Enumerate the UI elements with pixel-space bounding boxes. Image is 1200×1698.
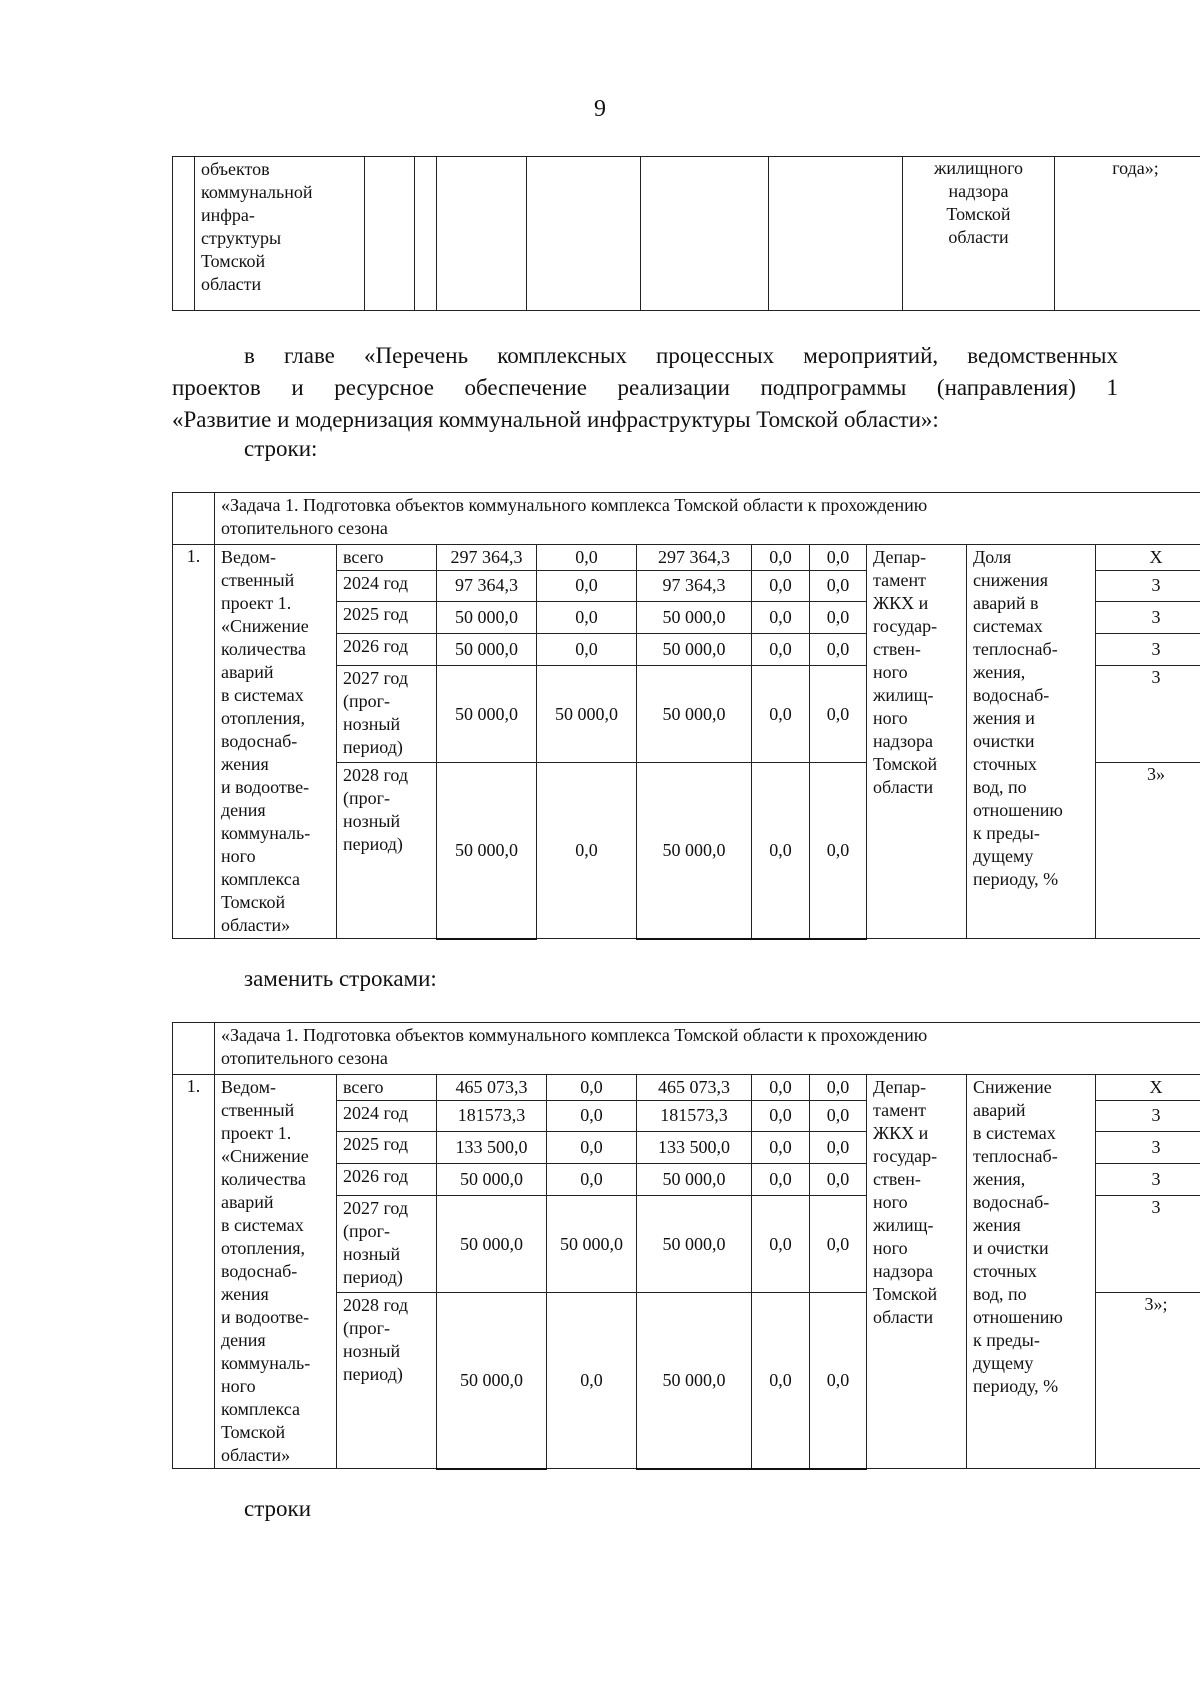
target-value: 3 [1096, 571, 1200, 601]
amount-regional: 50 000,0 [637, 666, 752, 763]
target-value: Х [1096, 1075, 1200, 1101]
amount-total: 297 364,3 [437, 545, 537, 571]
amount-total: 50 000,0 [437, 1293, 547, 1469]
responsible-executor: Депар- тамент ЖКХ и государ- ствен- ного жилищ- ного надзора Томской области [867, 1075, 967, 1469]
amount-local: 0,0 [752, 545, 810, 571]
continuation-cell [437, 157, 527, 311]
amount-other: 0,0 [810, 1101, 867, 1131]
amount-regional: 50 000,0 [637, 763, 752, 939]
amount-total: 50 000,0 [437, 666, 537, 763]
amount-federal: 50 000,0 [537, 666, 637, 763]
amount-federal: 0,0 [537, 601, 637, 633]
amount-federal: 0,0 [547, 1293, 637, 1469]
amount-federal: 0,0 [547, 1131, 637, 1163]
continuation-table [172, 156, 1200, 311]
continuation-cell-target: года»; [1055, 157, 1200, 311]
period-cell: 2028 год (прог- нозный период) [337, 763, 437, 939]
amount-other: 0,0 [810, 1075, 867, 1101]
period-cell: 2027 год (прог- нозный период) [337, 1196, 437, 1293]
amount-regional: 50 000,0 [637, 1163, 752, 1195]
period-cell: 2026 год [337, 633, 437, 665]
period-cell: 2027 год (прог- нозный период) [337, 666, 437, 763]
continuation-cell-num [173, 157, 195, 311]
amount-local: 0,0 [752, 633, 810, 665]
amount-other: 0,0 [810, 601, 867, 633]
intro-line: в главе «Перечень комплексных процессных мероприятий, ведомственных [244, 343, 1118, 368]
amount-federal: 0,0 [547, 1101, 637, 1131]
continuation-cell [415, 157, 437, 311]
amount-total: 50 000,0 [437, 601, 537, 633]
amount-federal: 0,0 [547, 1163, 637, 1195]
amount-federal: 0,0 [537, 571, 637, 601]
amount-other: 0,0 [810, 571, 867, 601]
amount-total: 181573,3 [437, 1101, 547, 1131]
amount-local: 0,0 [752, 763, 810, 939]
amount-total: 97 364,3 [437, 571, 537, 601]
amount-regional: 97 364,3 [637, 571, 752, 601]
amount-regional: 297 364,3 [637, 545, 752, 571]
amount-regional: 465 073,3 [637, 1075, 752, 1101]
row-number: 1. [173, 1075, 215, 1469]
amount-other: 0,0 [810, 1196, 867, 1293]
period-cell: 2025 год [337, 601, 437, 633]
project-name: Ведом- ственный проект 1. «Снижение количества аварий в системах отопления, водоснаб- жения и водоотве- дения коммуналь- ного комплекса Томской области» [215, 1075, 337, 1469]
amount-total: 133 500,0 [437, 1131, 547, 1163]
amount-local: 0,0 [752, 666, 810, 763]
continuation-cell [641, 157, 769, 311]
amount-regional: 181573,3 [637, 1101, 752, 1131]
project-name: Ведом- ственный проект 1. «Снижение количества аварий в системах отопления, водоснаб- жения и водоотве- дения коммуналь- ного комплекса Томской области» [215, 545, 337, 939]
table-old [172, 492, 1200, 940]
amount-regional: 50 000,0 [637, 601, 752, 633]
amount-total: 50 000,0 [437, 633, 537, 665]
task-num-cell [173, 493, 215, 545]
task-header: «Задача 1. Подготовка объектов коммунального комплекса Томской области к прохождению отопительного сезона [215, 493, 1200, 545]
period-cell: 2026 год [337, 1163, 437, 1195]
amount-federal: 0,0 [537, 545, 637, 571]
amount-federal: 50 000,0 [547, 1196, 637, 1293]
period-cell: всего [337, 545, 437, 571]
intro-line: «Развитие и модернизация коммунальной инфраструктуры Томской области»: [172, 407, 939, 432]
intro-line: проектов и ресурсное обеспечение реализации подпрограммы (направления) 1 [172, 375, 1118, 400]
target-value: 3» [1096, 763, 1200, 939]
period-cell: всего [337, 1075, 437, 1101]
target-value: 3 [1096, 666, 1200, 763]
amount-other: 0,0 [810, 666, 867, 763]
target-value: 3 [1096, 1163, 1200, 1195]
period-cell: 2024 год [337, 571, 437, 601]
target-value: 3 [1096, 1196, 1200, 1293]
indicator-name: Снижение аварий в системах теплоснаб- жения, водоснаб- жения и очистки сточных вод, по отношению к преды- дущему периоду, % [967, 1075, 1096, 1469]
amount-regional: 133 500,0 [637, 1131, 752, 1163]
amount-local: 0,0 [752, 1196, 810, 1293]
responsible-executor: Депар- тамент ЖКХ и государ- ствен- ного жилищ- ного надзора Томской области [867, 545, 967, 939]
amount-local: 0,0 [752, 1101, 810, 1131]
target-value: 3»; [1096, 1293, 1200, 1469]
amount-federal: 0,0 [547, 1075, 637, 1101]
amount-regional: 50 000,0 [637, 633, 752, 665]
amount-local: 0,0 [752, 571, 810, 601]
amount-local: 0,0 [752, 1075, 810, 1101]
amount-total: 50 000,0 [437, 1163, 547, 1195]
task-header: «Задача 1. Подготовка объектов коммунального комплекса Томской области к прохождению отопительного сезона [215, 1023, 1200, 1075]
amount-other: 0,0 [810, 1293, 867, 1469]
amount-other: 0,0 [810, 545, 867, 571]
period-cell: 2024 год [337, 1101, 437, 1131]
continuation-cell [769, 157, 903, 311]
amount-local: 0,0 [752, 1293, 810, 1469]
target-value: Х [1096, 545, 1200, 571]
amount-local: 0,0 [752, 1163, 810, 1195]
indicator-name: Доля снижения аварий в системах теплоснаб- жения, водоснаб- жения и очистки сточных вод, по отношению к преды- дущему периоду, % [967, 545, 1096, 939]
amount-total: 465 073,3 [437, 1075, 547, 1101]
amount-federal: 0,0 [537, 763, 637, 939]
amount-total: 50 000,0 [437, 1196, 547, 1293]
continuation-cell [527, 157, 641, 311]
amount-local: 0,0 [752, 1131, 810, 1163]
intro-paragraph [172, 340, 1118, 436]
continuation-cell-name: объектов коммунальной инфра- структуры Томской области [195, 157, 365, 311]
continuation-cell [365, 157, 415, 311]
target-value: 3 [1096, 1101, 1200, 1131]
label-replace: заменить строками: [244, 966, 437, 991]
amount-total: 50 000,0 [437, 763, 537, 939]
page-number: 9 [594, 96, 606, 122]
amount-other: 0,0 [810, 1163, 867, 1195]
target-value: 3 [1096, 633, 1200, 665]
amount-regional: 50 000,0 [637, 1293, 752, 1469]
amount-local: 0,0 [752, 601, 810, 633]
target-value: 3 [1096, 1131, 1200, 1163]
amount-other: 0,0 [810, 763, 867, 939]
row-number: 1. [173, 545, 215, 939]
label-rows-bottom: строки [244, 1496, 312, 1521]
task-num-cell [173, 1023, 215, 1075]
label-rows: строки: [244, 436, 318, 461]
period-cell: 2028 год (прог- нозный период) [337, 1293, 437, 1469]
table-new [172, 1022, 1200, 1470]
continuation-cell-responsible: жилищного надзора Томской области [903, 157, 1055, 311]
amount-federal: 0,0 [537, 633, 637, 665]
amount-other: 0,0 [810, 1131, 867, 1163]
period-cell: 2025 год [337, 1131, 437, 1163]
amount-regional: 50 000,0 [637, 1196, 752, 1293]
target-value: 3 [1096, 601, 1200, 633]
amount-other: 0,0 [810, 633, 867, 665]
